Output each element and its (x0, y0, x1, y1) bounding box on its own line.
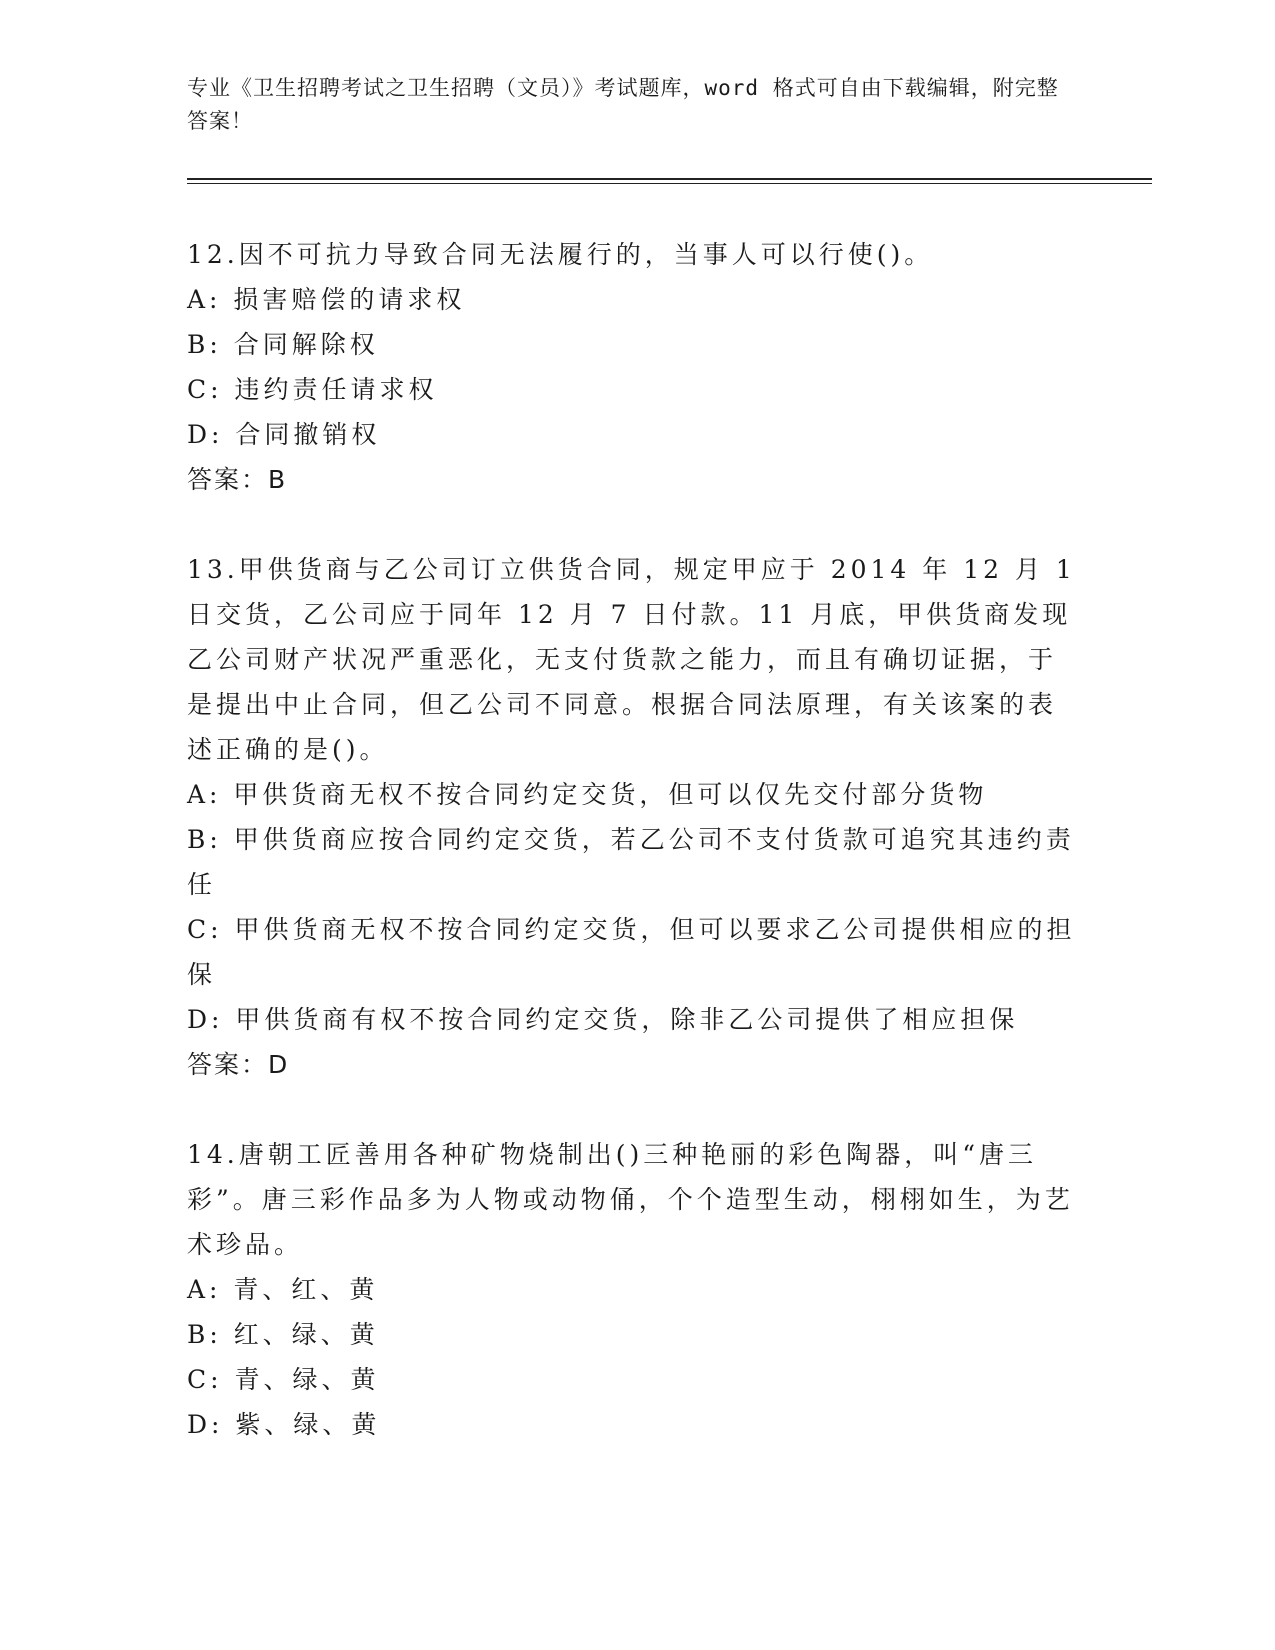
option-d: D: 合同撤销权 (187, 420, 381, 449)
option-c: C: 甲供货商无权不按合同约定交货，但可以要求乙公司提供相应的担保 (187, 915, 1076, 989)
question-12 (187, 232, 1077, 502)
option-d: D: 甲供货商有权不按合同约定交货，除非乙公司提供了相应担保 (187, 1005, 1019, 1034)
document-header: 专业《卫生招聘考试之卫生招聘（文员）》考试题库，word 格式可自由下载编辑，附完整答案！ (187, 76, 1059, 133)
option-d: D: 紫、绿、黄 (187, 1410, 381, 1439)
option-c: C: 青、绿、黄 (187, 1365, 380, 1394)
question-stem: 14.唐朝工匠善用各种矿物烧制出()三种艳丽的彩色陶器，叫“唐三彩”。唐三彩作品多为人物或动物俑，个个造型生动，栩栩如生，为艺术珍品。 (187, 1140, 1074, 1259)
answer: 答案：D (187, 1050, 290, 1079)
question-list (187, 232, 1077, 1492)
option-b: B: 合同解除权 (187, 330, 379, 359)
header-rule-bottom (187, 183, 1152, 184)
answer: 答案：B (187, 465, 288, 494)
header-rule-top (187, 178, 1152, 180)
option-b: B: 红、绿、黄 (187, 1320, 379, 1349)
question-stem: 13.甲供货商与乙公司订立供货合同，规定甲应于 2014 年 12 月 1 日交货，乙公司应于同年 12 月 7 日付款。11 月底，甲供货商发现乙公司财产状况严重恶化，无支付货款之能力，而且有确切证据，于是提出中止合同，但乙公司不同意。根据合同法原理，有关该案的表述正确的是()。 (187, 555, 1076, 764)
option-a: A: 甲供货商无权不按合同约定交货，但可以仅先交付部分货物 (187, 780, 988, 809)
question-stem: 12.因不可抗力导致合同无法履行的，当事人可以行使()。 (187, 240, 934, 269)
question-13 (187, 547, 1077, 1087)
question-14 (187, 1132, 1077, 1447)
option-b: B: 甲供货商应按合同约定交货，若乙公司不支付货款可追究其违约责任 (187, 825, 1075, 899)
option-a: A: 损害赔偿的请求权 (187, 285, 466, 314)
option-c: C: 违约责任请求权 (187, 375, 438, 404)
option-a: A: 青、红、黄 (187, 1275, 379, 1304)
